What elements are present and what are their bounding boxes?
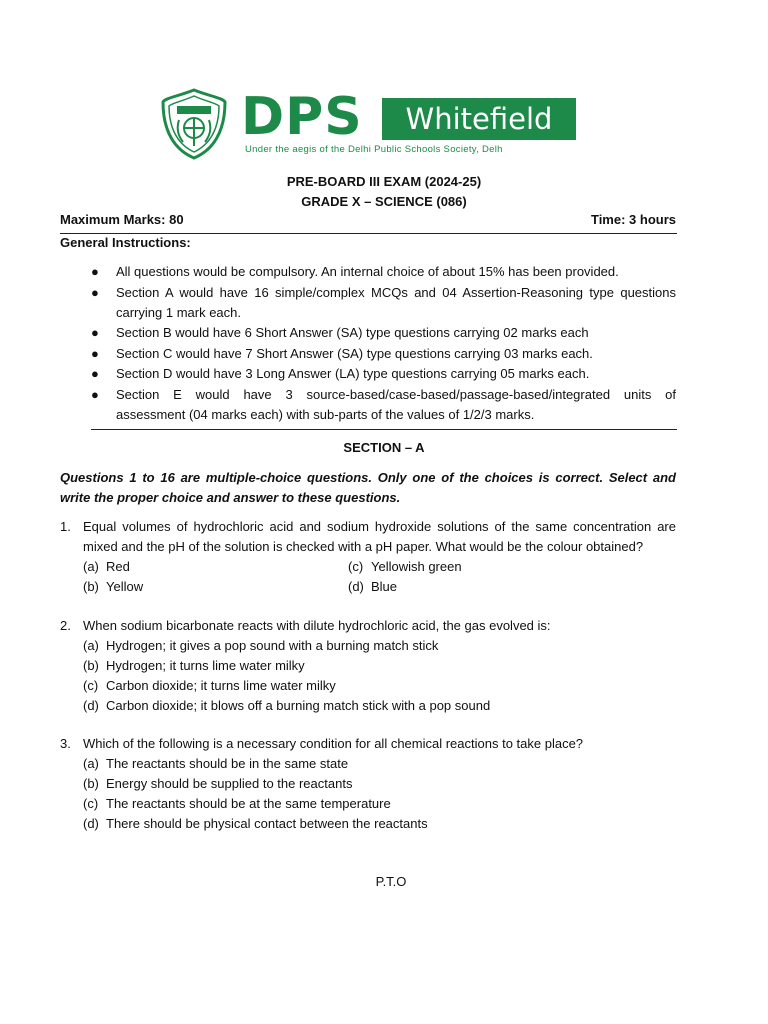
instruction-item: ● Section E would have 3 source-based/case-based/passage-based/integrated units of assessment (04 marks each) with sub-parts of the values of 1/2/3 marks. (91, 386, 676, 422)
instruction-item: ● Section A would have 16 simple/complex MCQs and 04 Assertion-Reasoning type questions carrying 1 mark each. (91, 284, 676, 320)
brand-dps: DPS (241, 87, 363, 147)
section-a-title: SECTION – A (343, 440, 425, 455)
option-b: (b) Energy should be supplied to the reactants (83, 776, 353, 791)
grade-subject: GRADE X – SCIENCE (086) (301, 194, 467, 209)
brand-tagline: Under the aegis of the Delhi Public Schools Society, Delh (245, 144, 503, 155)
max-marks: Maximum Marks: 80 (60, 212, 184, 227)
school-logo (157, 88, 577, 160)
instruction-item: ● All questions would be compulsory. An internal choice of about 15% has been provided. (91, 264, 619, 279)
header-divider (60, 233, 677, 234)
question-text: Equal volumes of hydrochloric acid and sodium hydroxide solutions of the same concentration are mixed and the pH of the solution is checked with a pH paper. What would be the colour obtained? (83, 519, 676, 554)
instruction-item: ● Section C would have 7 Short Answer (SA) type questions carrying 03 marks each. (91, 345, 593, 361)
option-d: (d) Carbon dioxide; it blows off a burning match stick with a pop sound (83, 698, 491, 713)
question-options (83, 557, 676, 597)
exam-title: PRE-BOARD III EXAM (2024-25) (286, 174, 482, 189)
option-b: (b) Hydrogen; it turns lime water milky (83, 658, 305, 673)
question-3 (60, 734, 676, 834)
option-a: (a) Red (83, 559, 130, 574)
question-number: 2. (60, 618, 71, 633)
pto-label: P.T.O (375, 874, 407, 889)
brand-whitefield: Whitefield (382, 98, 576, 140)
option-c: (c) Yellowish green (348, 559, 462, 574)
question-text: Which of the following is a necessary condition for all chemical reactions to take place? (83, 736, 584, 751)
question-options (83, 754, 676, 834)
instructions-divider (91, 429, 677, 430)
option-a: (a) The reactants should be in the same state (83, 756, 349, 771)
instructions-list (60, 262, 676, 425)
option-c: (c) The reactants should be at the same temperature (83, 796, 391, 811)
option-c: (c) Carbon dioxide; it turns lime water milky (83, 678, 336, 693)
instructions-title: General Instructions: (60, 235, 191, 250)
exam-time: Time: 3 hours (590, 212, 676, 227)
question-2 (60, 616, 676, 716)
instruction-item: ● Section D would have 3 Long Answer (LA) type questions carrying 05 marks each. (91, 366, 590, 381)
question-1 (60, 517, 676, 597)
option-d: (d) Blue (348, 579, 398, 594)
option-d: (d) There should be physical contact between the reactants (83, 816, 428, 831)
question-number: 3. (60, 736, 71, 751)
school-crest-icon (157, 88, 231, 160)
instruction-item: ● Section B would have 6 Short Answer (SA) type questions carrying 02 marks each (91, 325, 589, 340)
option-a: (a) Hydrogen; it gives a pop sound with a burning match stick (83, 638, 439, 653)
marks-time-row (60, 212, 676, 227)
section-a-intro: Questions 1 to 16 are multiple-choice questions. Only one of the choices is correct. Select and write the proper choice and answer to these questions. (60, 470, 676, 505)
option-b: (b) Yellow (83, 579, 144, 594)
question-text: When sodium bicarbonate reacts with dilute hydrochloric acid, the gas evolved is: (83, 618, 551, 633)
question-options (83, 636, 676, 716)
question-number: 1. (60, 519, 71, 534)
